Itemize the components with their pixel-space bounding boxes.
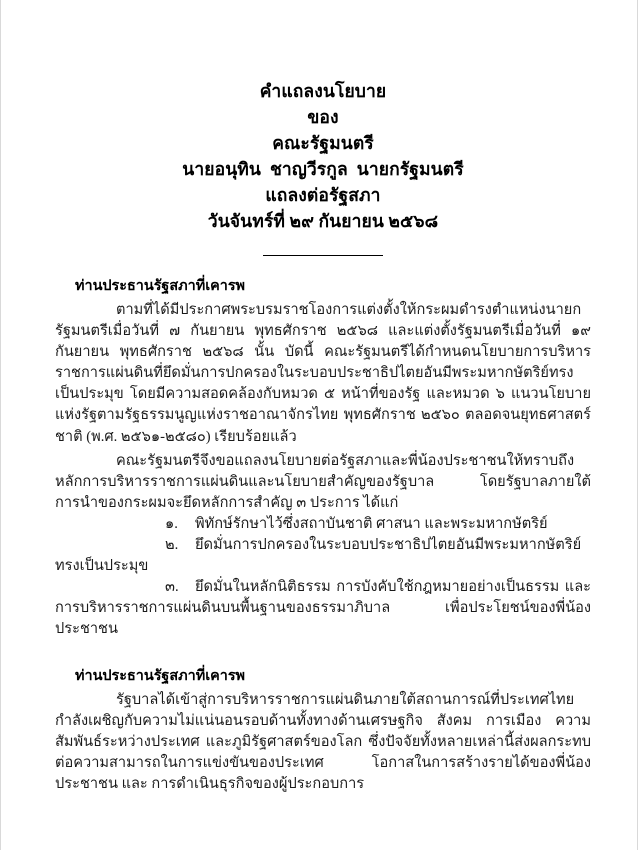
- list-item-label: ยึดมั่นในหลักนิติธรรม การบังคับใช้กฎหมายอย่างเป็นธรรม และการบริหารราชการแผ่นดินบนพื้นฐานของธรรมาภิบาล เพื่อประโยชน์ของพี่น้องประชาชน: [55, 579, 591, 638]
- list-item-marker: ๒.: [165, 537, 179, 554]
- title-line-6-date: วันจันทร์ที่ ๒๙ กันยายน ๒๕๖๘: [207, 211, 439, 231]
- document-content: [55, 276, 591, 795]
- list-item: [55, 535, 591, 577]
- horizontal-rule: [263, 255, 383, 256]
- document-body: [1, 0, 638, 850]
- list-item-label: ยึดมั่นการปกครองในระบอบประชาธิปไตยอันมีพระมหากษัตริย์ทรงเป็นประมุข: [55, 537, 582, 575]
- document-title-block: [55, 78, 591, 234]
- title-divider-wrap: [55, 255, 591, 256]
- title-line-2: ของ: [307, 107, 339, 127]
- list-item: [55, 514, 591, 535]
- list-item-label: พิทักษ์รักษาไว้ซึ่งสถาบันชาติ ศาสนา และพระมหากษัตริย์: [195, 515, 548, 532]
- title-line-5-venue: แถลงต่อรัฐสภา: [265, 185, 381, 205]
- paragraph-policy-statement: คณะรัฐมนตรีจึงขอแถลงนโยบายต่อรัฐสภาและพี่น้องประชาชนให้ทราบถึงหลักการบริหารราชการแผ่นดินและนโยบายสำคัญของรัฐบาล โดยรัฐบาลภายใต้การนำของกระผมจะยึดหลักการสำคัญ ๓ ประการ ได้แก่: [55, 452, 591, 511]
- title-line-3: คณะรัฐมนตรี: [272, 133, 374, 153]
- salutation-first: ท่านประธานรัฐสภาที่เคารพ: [75, 278, 246, 294]
- list-item-marker: ๓.: [165, 579, 179, 596]
- title-line-4-prime-minister: นายอนุทิน ชาญวีรกูล นายกรัฐมนตรี: [182, 159, 464, 179]
- salutation-second: ท่านประธานรัฐสภาที่เคารพ: [75, 667, 246, 684]
- paragraph-appointment: ตามที่ได้มีประกาศพระบรมราชโองการแต่งตั้งให้กระผมดำรงตำแหน่งนายกรัฐมนตรีเมื่อวันที่ ๗ กันยายน พุทธศักราช ๒๕๖๘ และแต่งตั้งรัฐมนตรีเมื่อวันที่ ๑๙ กันยายน พุทธศักราช ๒๕๖๘ นั้น บัดนี้ คณะรัฐมนตรีได้กำหนดนโยบายการบริหารราชการแผ่นดินที่ยึดมั่นการปกครองในระบอบประชาธิปไตยอันมีพระมหากษัตริย์ทรงเป็นประมุข โดยมีความสอดคล้องกับหมวด ๕ หน้าที่ของรัฐ และหมวด ๖ แนวนโยบายแห่งรัฐตามรัฐธรรมนูญแห่งราชอาณาจักรไทย พุทธศักราช ๒๕๖๐ ตลอดจนยุทธศาสตร์ชาติ (พ.ศ. ๒๕๖๑-๒๕๘๐) เรียบร้อยแล้ว: [55, 302, 591, 445]
- title-line-1: คำแถลงนโยบาย: [259, 81, 387, 101]
- paragraph-situation: รัฐบาลได้เข้าสู่การบริหารราชการแผ่นดินภายใต้สถานการณ์ที่ประเทศไทยกำลังเผชิญกับความไม่แน่นอนรอบด้านทั้งทางด้านเศรษฐกิจ สังคม การเมือง ความสัมพันธ์ระหว่างประเทศ และภูมิรัฐศาสตร์ของโลก ซึ่งปัจจัยทั้งหลายเหล่านี้ส่งผลกระทบต่อความสามารถในการแข่งขันของประเทศ โอกาสในการสร้างรายได้ของพี่น้องประชาชน และ การดำเนินธุรกิจของผู้ประกอบการ: [55, 691, 591, 792]
- principles-list: [55, 514, 591, 641]
- list-item-marker: ๑.: [165, 515, 178, 532]
- list-item: [55, 577, 591, 640]
